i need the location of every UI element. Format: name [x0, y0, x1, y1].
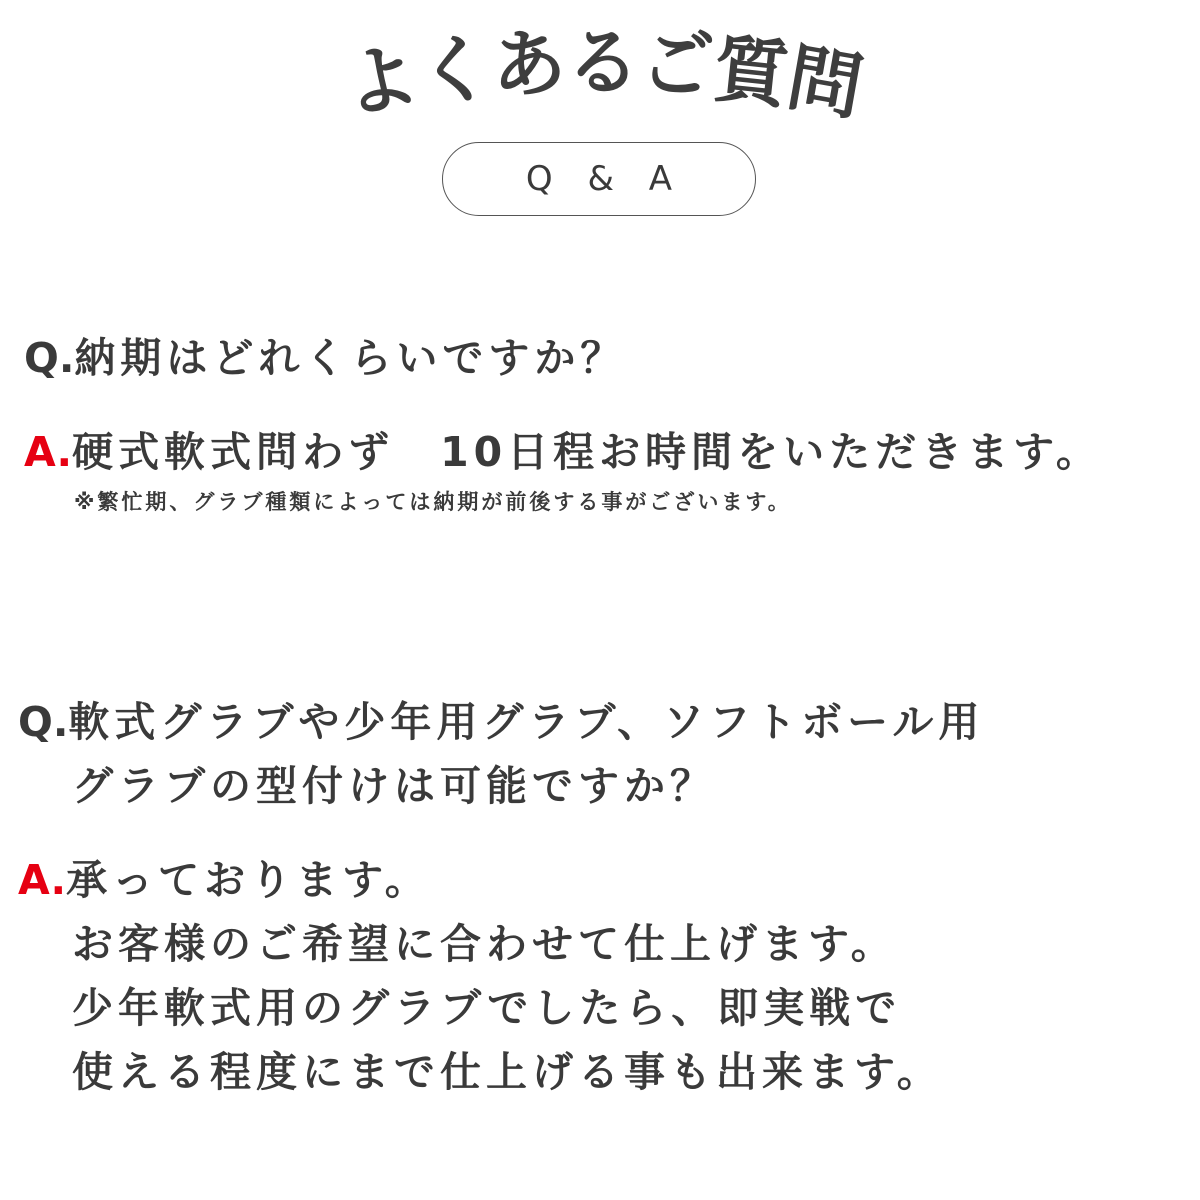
faq-1-answer: [24, 428, 1102, 476]
answer-text: 承っております。: [66, 856, 431, 904]
title-char: よ: [337, 32, 425, 130]
question-text: 軟式グラブや少年用グラブ、ソフトボール用: [68, 698, 985, 746]
faq-2-answer-line: [72, 1048, 943, 1096]
title-char: 質: [709, 26, 793, 120]
question-marker: Q.: [24, 334, 75, 382]
answer-marker: A.: [24, 428, 73, 476]
page-title: [0, 0, 1200, 140]
qa-subtitle-pill: [442, 142, 756, 216]
faq-2-answer: [18, 856, 431, 904]
title-char: あ: [490, 20, 568, 110]
title-char: る: [565, 19, 641, 107]
answer-text: 少年軟式用のグラブでしたら、即実戦で: [72, 984, 902, 1032]
faq-2-answer-line: [72, 920, 897, 968]
faq-2-question: [18, 698, 985, 746]
faq-2-question-cont: [72, 762, 716, 810]
qa-subtitle: Q & A: [525, 159, 685, 199]
title-char: 問: [781, 34, 869, 132]
faq-1-note: [74, 492, 792, 513]
faq-1-question: [24, 334, 627, 382]
answer-text: 硬式軟式問わず 10日程お時間をいただきます。: [72, 428, 1102, 476]
question-text: グラブの型付けは可能ですか？: [72, 762, 716, 810]
note-text: ※繁忙期、グラブ種類によっては納期が前後する事がございます。: [74, 490, 792, 514]
answer-marker: A.: [18, 856, 67, 904]
title-char: ご: [637, 20, 717, 110]
faq-2-answer-line: [72, 984, 902, 1032]
question-marker: Q.: [18, 698, 69, 746]
question-text: 納期はどれくらいですか？: [74, 334, 627, 382]
title-char: く: [413, 24, 497, 118]
answer-text: 使える程度にまで仕上げる事も出来ます。: [72, 1048, 943, 1096]
answer-text: お客様のご希望に合わせて仕上げます。: [72, 920, 897, 968]
